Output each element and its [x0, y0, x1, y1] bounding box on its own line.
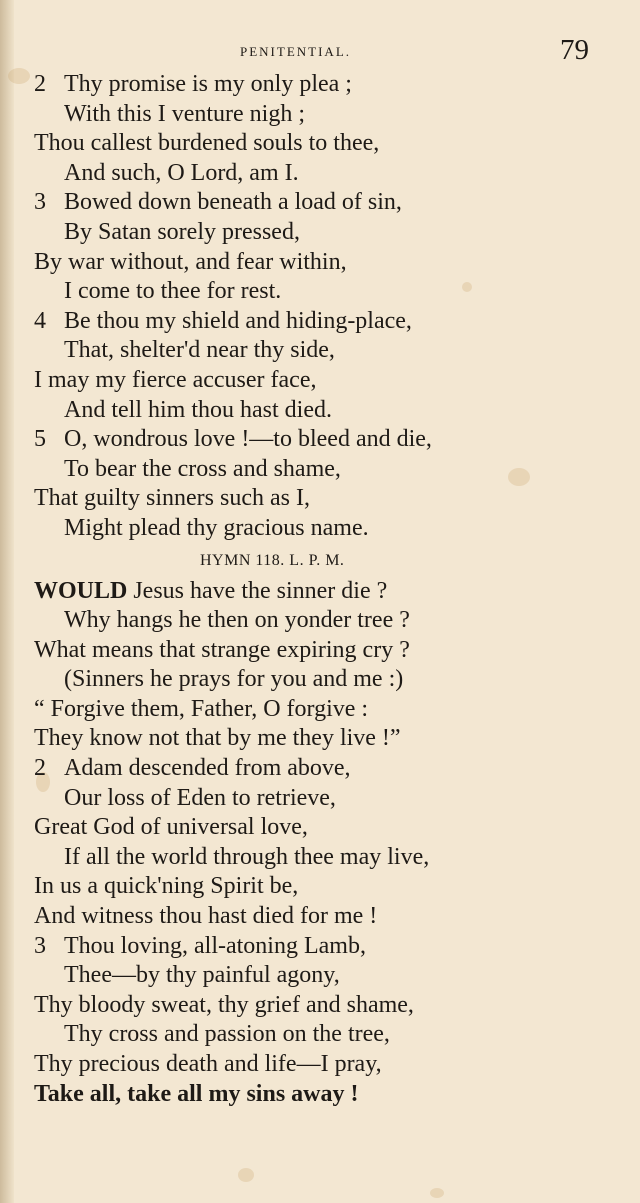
- verse-line: That guilty sinners such as I,: [34, 485, 310, 512]
- verse-line: And tell him thou hast died.: [64, 396, 332, 423]
- verse-line: By Satan sorely pressed,: [64, 218, 300, 245]
- verse-line: 4 Be thou my shield and hiding-place,: [34, 307, 634, 337]
- verse-line: To bear the cross and shame,: [64, 455, 341, 482]
- verse-line: 2 Thy promise is my only plea ;: [34, 70, 634, 100]
- verse-line: I may my fierce accuser face,: [34, 366, 317, 393]
- verse-line: By war without, and fear within,: [34, 248, 347, 275]
- verse-line: (Sinners he prays for you and me :): [64, 666, 404, 693]
- verse-line: “ Forgive them, Father, O forgive :: [34, 695, 369, 722]
- verse-line: That, shelter'd near thy side,: [64, 337, 335, 364]
- verse-line: And witness thou hast died for me !: [34, 903, 378, 930]
- stanza-number: 5: [34, 426, 46, 453]
- verse-line: Why hangs he then on yonder tree ?: [64, 607, 410, 634]
- verse-line: Great God of universal love,: [34, 814, 308, 841]
- verse-line: Thy bloody sweat, thy grief and shame,: [34, 991, 414, 1018]
- stanza-number: 2: [34, 71, 46, 97]
- page-gutter-shadow: [0, 0, 14, 1203]
- stanza-number: 2: [34, 755, 46, 782]
- stanza-number: 3: [34, 189, 46, 216]
- verse-line: With this I venture nigh ;: [64, 100, 305, 127]
- verse-line: Thee—by thy painful agony,: [64, 962, 340, 989]
- verse-line: 2 Adam descended from above,: [34, 754, 634, 784]
- running-title: PENITENTIAL.: [240, 44, 352, 59]
- stanza-number: 4: [34, 307, 46, 334]
- verse-line: Thou callest burdened souls to thee,: [34, 130, 380, 157]
- verse-line: Might plead thy gracious name.: [64, 514, 369, 541]
- verse-line: WOULD Jesus have the sinner die ?: [34, 577, 388, 604]
- foxing-spot: [238, 1168, 254, 1182]
- page-number: 79: [560, 34, 589, 66]
- opening-word: WOULD: [34, 577, 128, 604]
- verse-line: I come to thee for rest.: [64, 278, 282, 305]
- verse-line: Our loss of Eden to retrieve,: [64, 784, 336, 811]
- hymn-text: [34, 70, 634, 1109]
- hymn-heading: HYMN 118. L. P. M.: [200, 551, 345, 569]
- verse-line: In us a quick'ning Spirit be,: [34, 873, 299, 900]
- verse-line: Thy cross and passion on the tree,: [64, 1021, 390, 1048]
- verse-line: 3 Thou loving, all-atoning Lamb,: [34, 932, 634, 962]
- stanza-number: 3: [34, 932, 46, 959]
- verse-line: 3 Bowed down beneath a load of sin,: [34, 188, 634, 218]
- verse-line: If all the world through thee may live,: [64, 843, 430, 870]
- verse-line: 5 O, wondrous love !—to bleed and die,: [34, 425, 634, 455]
- verse-line: They know not that by me they live !”: [34, 725, 401, 752]
- verse-line: Take all, take all my sins away !: [34, 1080, 359, 1107]
- foxing-spot: [8, 68, 30, 84]
- verse-line: What means that strange expiring cry ?: [34, 636, 410, 663]
- verse-line: Thy precious death and life—I pray,: [34, 1051, 382, 1077]
- foxing-spot: [430, 1188, 444, 1198]
- verse-line: And such, O Lord, am I.: [64, 159, 299, 186]
